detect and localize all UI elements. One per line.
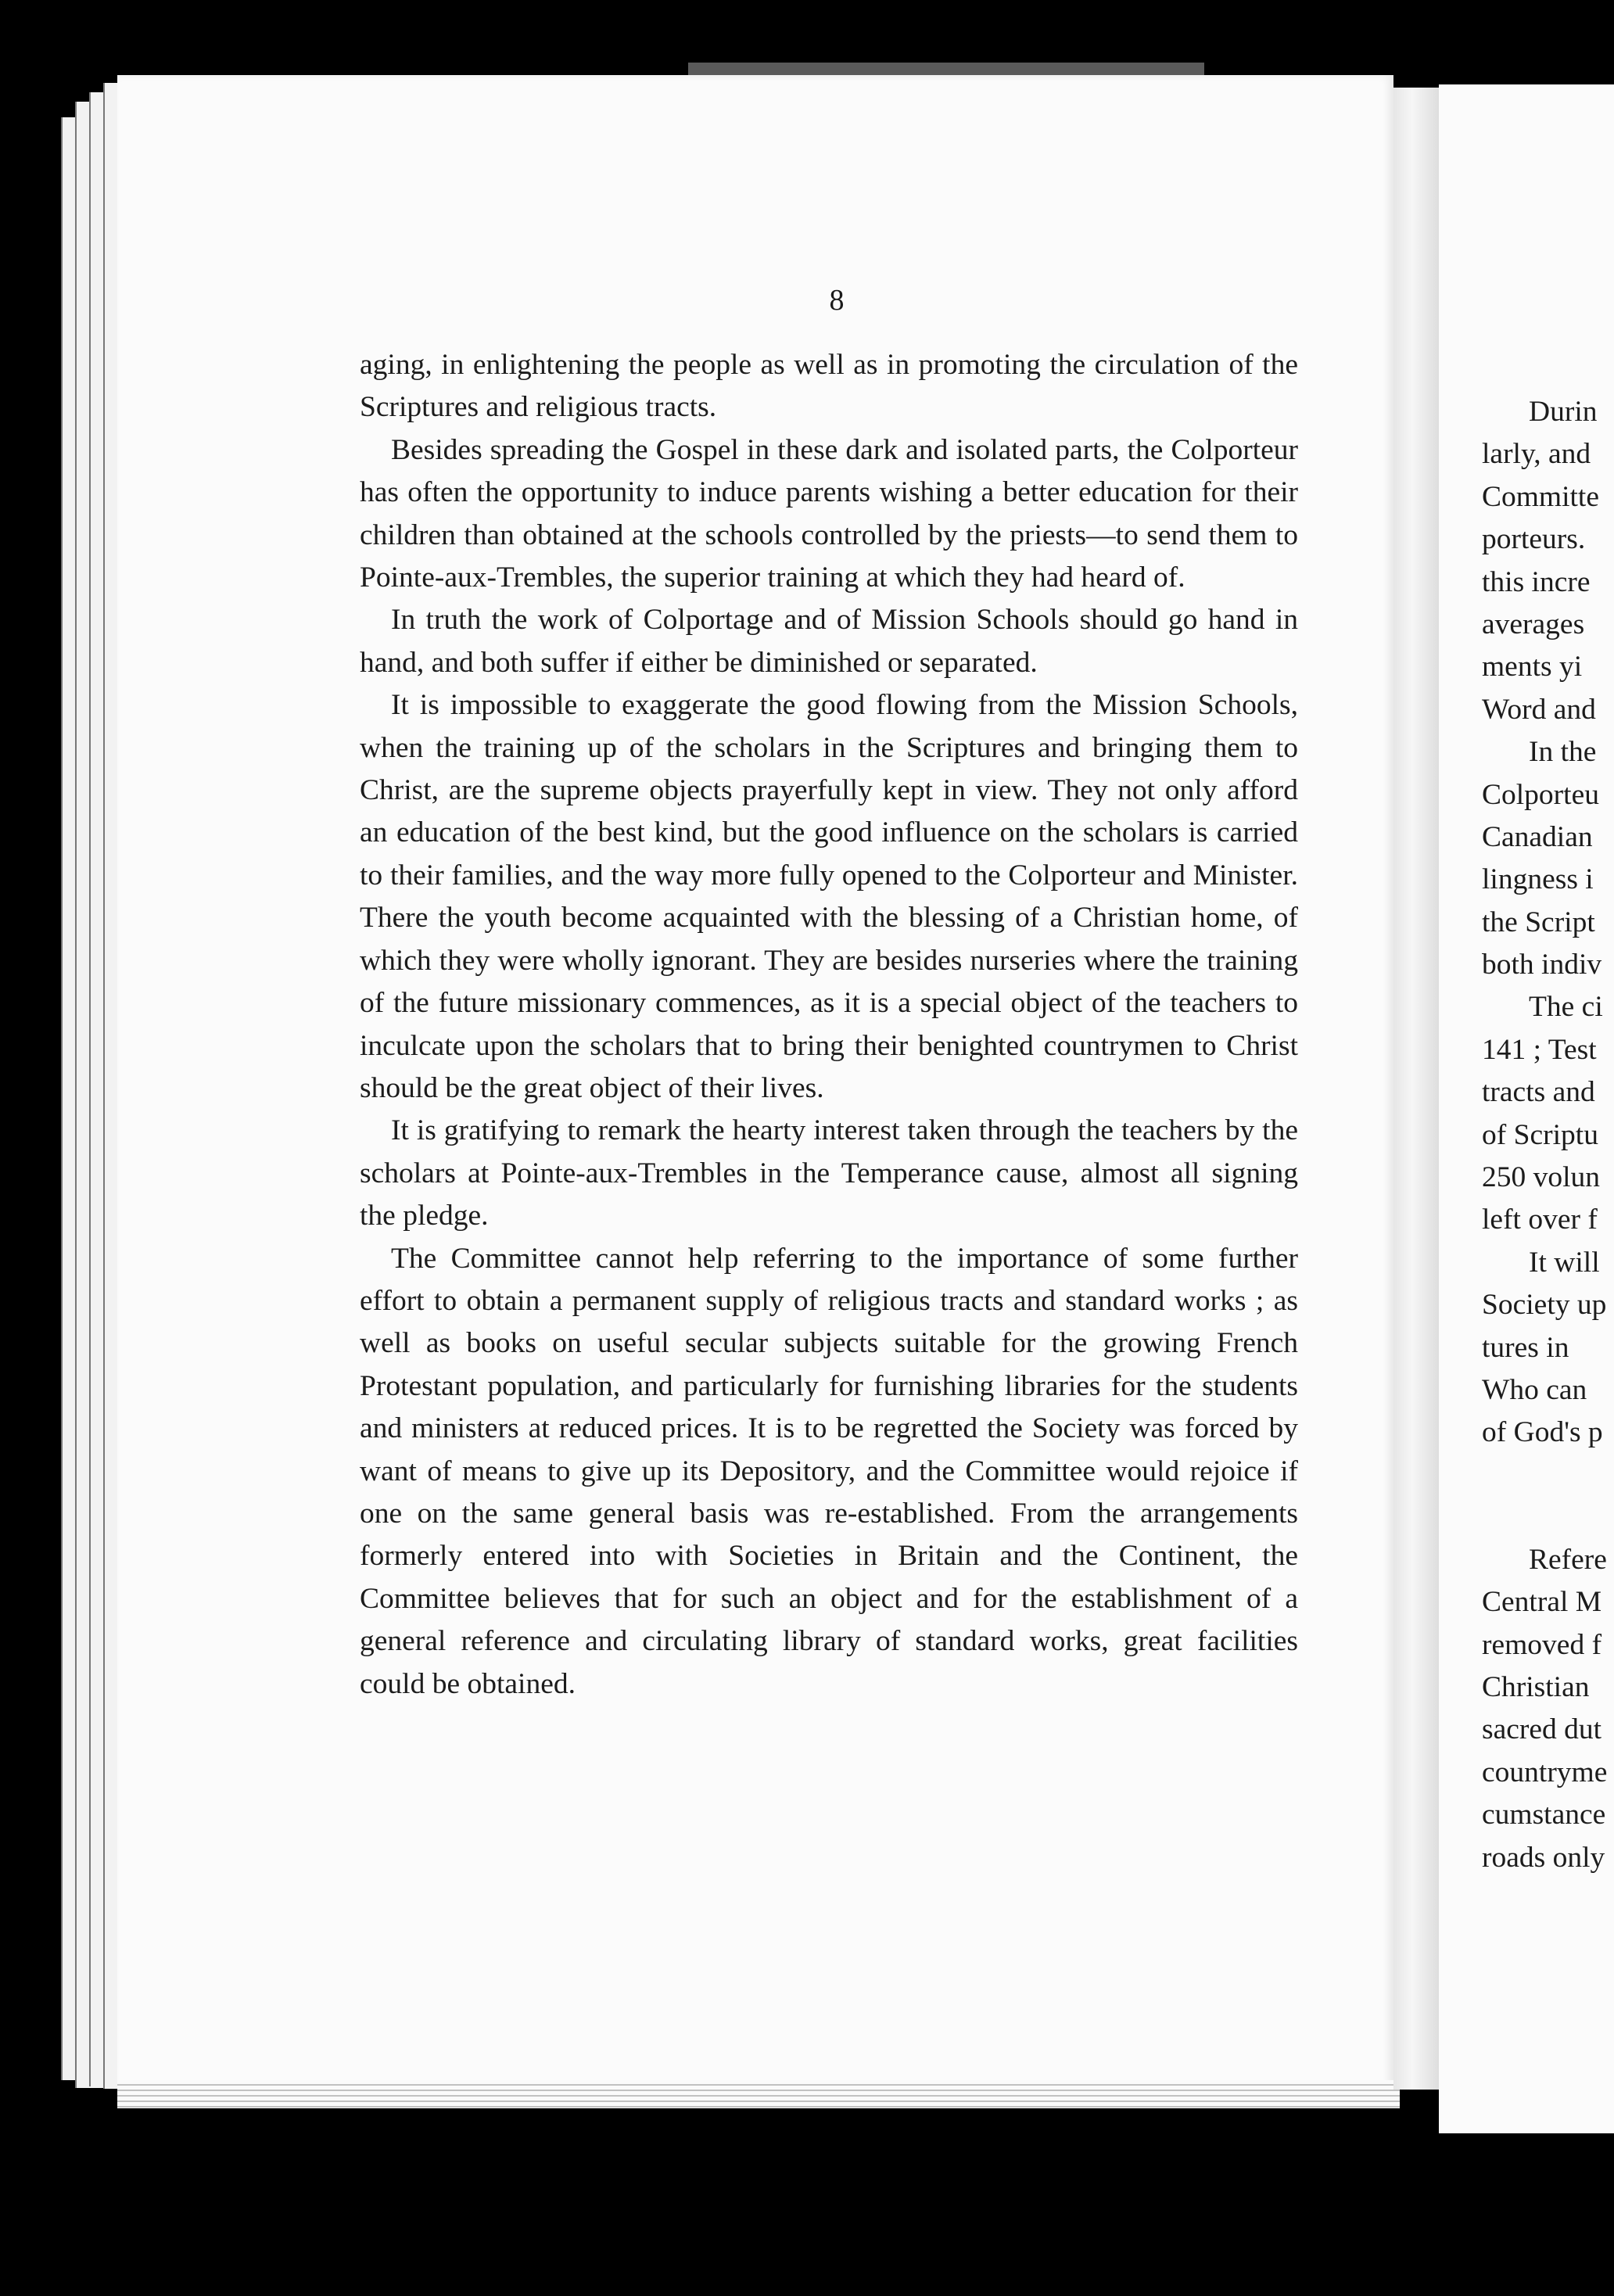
paragraph: Besides spreading the Gospel in these dark and isolated parts, the Colporteur has often the opportunity to induce parents wishing a better education for their children than obtained at the schools controlled by the priests—to send them to Pointe-aux-Trembles, the superior training at which they had heard of. — [360, 433, 1298, 594]
paragraph: It is impossible to exaggerate the good flowing from the Mission Schools, when the training up of the scholars in the Scriptures and bringing them to Christ, are the supreme objects prayerfully kept in view. They not only afford an education of the best kind, but the good influence on the scholars is carried to their families, and the way more fully opened to the Colporteur and Minister. There the youth become acquainted with the blessing of a Christian home, of which they were wholly ignorant. They are besides nurseries where the training of the future missionary commences, as it is a special object of the teachers to inculcate upon the scholars that to bring their benighted countrymen to Christ should be the great object of their lives. — [360, 689, 1298, 1104]
text-line: averages — [1482, 608, 1585, 640]
text-line: The ci — [1529, 991, 1603, 1024]
text-line: of God's p — [1482, 1416, 1603, 1449]
text-line: Who can — [1482, 1373, 1587, 1406]
text-line: Colporteu — [1482, 778, 1599, 811]
text-line: sacred dut — [1482, 1713, 1602, 1746]
text-line: Durin — [1529, 396, 1598, 428]
text-line: tracts and — [1482, 1076, 1595, 1109]
text-line: Christian — [1482, 1670, 1590, 1703]
text-line: Society up — [1482, 1289, 1607, 1322]
paragraph: It is gratifying to remark the hearty interest taken through the teachers by the scholars at Pointe-aux-Trembles in the Temperance cause, almost all signing the pledge. — [360, 1114, 1298, 1232]
text-line: roads only — [1482, 1841, 1605, 1874]
text-line: porteurs. — [1482, 523, 1586, 556]
text-line: left over f — [1482, 1204, 1598, 1236]
text-line: Word and — [1482, 693, 1596, 726]
text-line: tures in — [1482, 1331, 1569, 1364]
text-line: Committe — [1482, 480, 1599, 513]
text-line: 141 ; Test — [1482, 1033, 1597, 1066]
paragraph: The Committee cannot help referring to the importance of some further effort to obtain a permanent supply of religious tracts and standard works ; as well as books on useful secular subjects suitable for the growing French Protestant population, and particularly for furnishing libraries for the students and ministers at reduced prices. It is to be regretted the Society was forced by want of means to give up its Depository, and the Committee would rejoice if one on the same general basis was re-established. From the arrangements formerly entered into with Societies in Britain and the Continent, the Committee believes that for such an object and for the establishment of a general reference and circulating library of standard works, great facilities could be obtained. — [360, 1242, 1298, 1700]
page-bottom-edges — [117, 2080, 1400, 2108]
text-line: lingness i — [1482, 863, 1594, 896]
text-line: removed f — [1482, 1628, 1602, 1661]
paragraph: aging, in enlightening the people as well as in promoting the circulation of the Scriptures and religious tracts. — [360, 349, 1298, 424]
text-line: ments yi — [1482, 651, 1583, 683]
text-line: Refere — [1529, 1543, 1607, 1576]
text-line: of Scriptu — [1482, 1118, 1598, 1151]
text-line: Canadian — [1482, 820, 1593, 853]
paragraph: In truth the work of Colportage and of Mission Schools should go hand in hand, and both suffer if either be diminished or separated. — [360, 604, 1298, 679]
text-line: both indiv — [1482, 949, 1602, 981]
book-gutter — [1393, 88, 1440, 2090]
text-line: countryme — [1482, 1756, 1608, 1788]
text-line: It will — [1529, 1246, 1600, 1279]
text-line: Central M — [1482, 1586, 1602, 1619]
text-line: In the — [1529, 736, 1597, 769]
text-line: this incre — [1482, 565, 1591, 598]
left-page-body — [360, 344, 1298, 1706]
text-line: the Script — [1482, 906, 1595, 938]
text-line: 250 volun — [1482, 1161, 1601, 1194]
right-page-text — [1482, 391, 1614, 1879]
page-number: 8 — [829, 284, 845, 317]
text-line: cumstance — [1482, 1799, 1606, 1831]
text-line: larly, and — [1482, 438, 1591, 471]
